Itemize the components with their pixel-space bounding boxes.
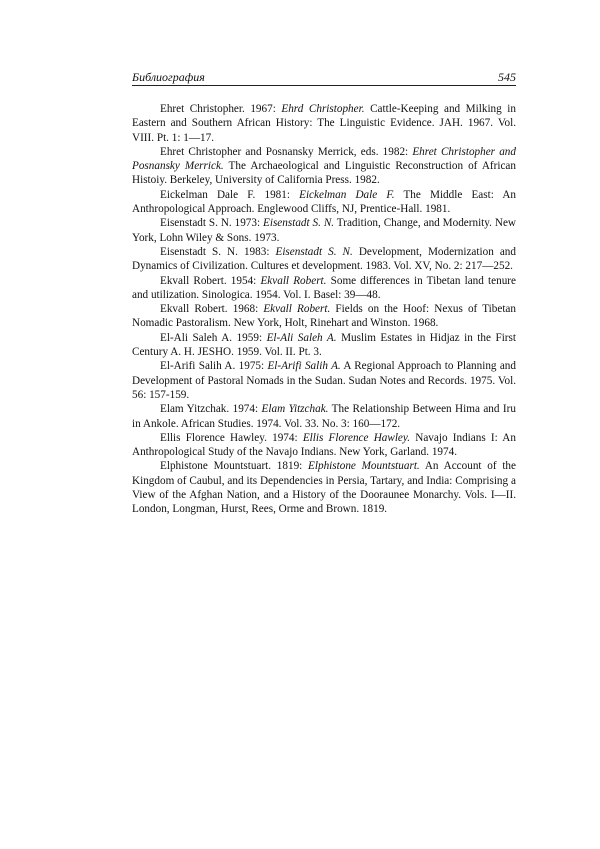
bibliography-entry: Ekvall Robert. 1954: Ekvall Robert. Some differences in Tibetan land tenure and utilization. Sinologica. 1954. Vol. I. Basel: 39—48. xyxy=(132,274,516,301)
bibliography-entry: Ekvall Robert. 1968: Ekvall Robert. Fields on the Hoof: Nexus of Tibetan Nomadic Pastoralism. New York, Holt, Rinehart and Winston. 1968. xyxy=(132,303,516,330)
bibliography-entry: Eisenstadt S. N. 1973: Eisenstadt S. N. Tradition, Change, and Modernity. New York, Lohn Wiley & Sons. 1973. xyxy=(132,217,516,244)
page-number: 545 xyxy=(498,70,516,84)
bibliography-list xyxy=(132,102,516,517)
bibliography-entry: Ehret Christopher and Posnansky Merrick, eds. 1982: Ehret Christopher and Posnansky Merrick. The Archaeological and Linguistic Reconstruction of African Histoiy. Berkeley, University of California Press. 1982. xyxy=(132,145,516,187)
bibliography-entry: El-Ali Saleh A. 1959: El-Ali Saleh A. Muslim Estates in Hidjaz in the First Century A. H. JESHO. 1959. Vol. II. Pt. 3. xyxy=(132,331,516,359)
bibliography-entry: Ellis Florence Hawley. 1974: Ellis Florence Hawley. Navajo Indians I: An Anthropological Study of the Navajo Indians. New York, Garland. 1974. xyxy=(132,431,516,459)
bibliography-entry: Eickelman Dale F. 1981: Eickelman Dale F. The Middle East: An Anthropological Approach. Englewood Cliffs, NJ, Prentice-Hall. 1981. xyxy=(132,188,517,216)
bibliography-entry: Eisenstadt S. N. 1983: Eisenstadt S. N. Development, Modernization and Dynamics of Civilization. Cultures et development. 1983. Vol. XV, No. 2: 217—252. xyxy=(132,245,516,273)
running-header xyxy=(132,70,516,86)
bibliography-entry: Elam Yitzchak. 1974: Elam Yitzchak. The Relationship Between Hima and Iru in Ankole. African Studies. 1974. Vol. 33. No. 3: 160—172. xyxy=(132,403,516,430)
bibliography-entry: El-Arifi Salih A. 1975: El-Arifi Salih A. A Regional Approach to Planning and Development of Pastoral Nomads in the Sudan. Sudan Notes and Records. 1975. Vol. 56: 157-159. xyxy=(132,360,516,401)
book-page xyxy=(132,70,516,517)
bibliography-entry: Ehret Christopher. 1967: Ehrd Christopher. Cattle-Keeping and Milking in Eastern and Southern African History: The Linguistic Evidence. JAH. 1967. Vol. VIII. Pt. 1: 1—17. xyxy=(132,103,516,144)
section-title: Библиография xyxy=(132,70,205,84)
bibliography-entry: Elphistone Mountstuart. 1819: Elphistone Mountstuart. An Account of the Kingdom of Caubul, and its Dependencies in Persia, Tartary, and India: Comprising a View of the Afghan Nation, and a History of the Dooraunee Monarchy. Vols. I—II. London, Longman, Hurst, Rees, Orme and Brown. 1819. xyxy=(132,460,516,516)
